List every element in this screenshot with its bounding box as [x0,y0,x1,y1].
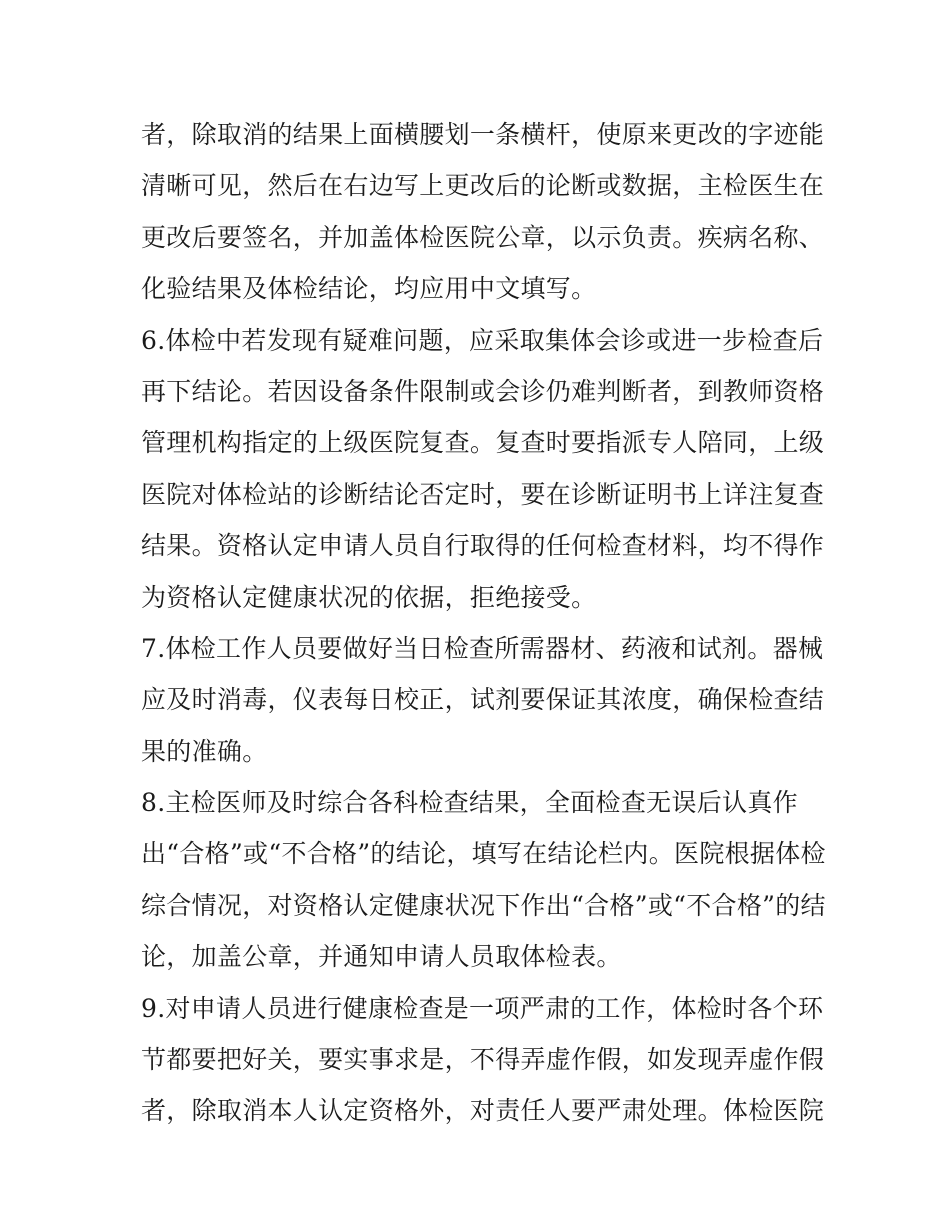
item-9-line: 9.对申请人员进行健康检查是一项严肃的工作，体检时各个环 [141,993,824,1023]
item-8-line: 8.主检医师及时综合各科检查结果，全面检查无误后认真作 [141,788,798,818]
text-line: 应及时消毒，仪表每日校正，试剂要保证其浓度，确保检查结 [141,685,825,715]
text-line: 者，除取消的结果上面横腰划一条横杆，使原来更改的字迹能 [141,120,825,149]
text-line: 者，除取消本人认定资格外，对责任人要严肃处理。体检医院 [141,1096,825,1126]
text-line: 再下结论。若因设备条件限制或会诊仍难判断者，到教师资格 [141,376,825,406]
item-7-line: 7.体检工作人员要做好当日检查所需器材、药液和试剂。器械 [141,633,824,663]
text-line: 果的准确。 [141,736,268,766]
text-line: 节都要把好关，要实事求是，不得弄虚作假，如发现弄虚作假 [141,1045,825,1075]
text-line: 综合情况，对资格认定健康状况下作出“合格”或“不合格”的结 [141,890,826,920]
text-line: 清晰可见，然后在右边写上更改后的论断或数据，主检医生在 [141,171,825,201]
text-line: 为资格认定健康状况的依据，拒绝接受。 [141,582,597,612]
text-line: 结果。资格认定申请人员自行取得的任何检查材料，均不得作 [141,531,825,561]
text-line: 管理机构指定的上级医院复查。复查时要指派专人陪同，上级 [141,428,825,458]
text-line: 化验结果及体检结论，均应用中文填写。 [141,274,597,304]
text-line: 出“合格”或“不合格”的结论，填写在结论栏内。医院根据体检 [141,839,826,869]
body-text [141,109,826,1137]
text-line: 医院对体检站的诊断结论否定时，要在诊断证明书上详注复查 [141,479,825,509]
text-line: 更改后要签名，并加盖体检医院公章，以示负责。疾病名称、 [141,222,825,252]
item-6-line: 6.体检中若发现有疑难问题，应采取集体会诊或进一步检查后 [141,325,824,355]
text-line: 论，加盖公章，并通知申请人员取体检表。 [141,942,622,972]
